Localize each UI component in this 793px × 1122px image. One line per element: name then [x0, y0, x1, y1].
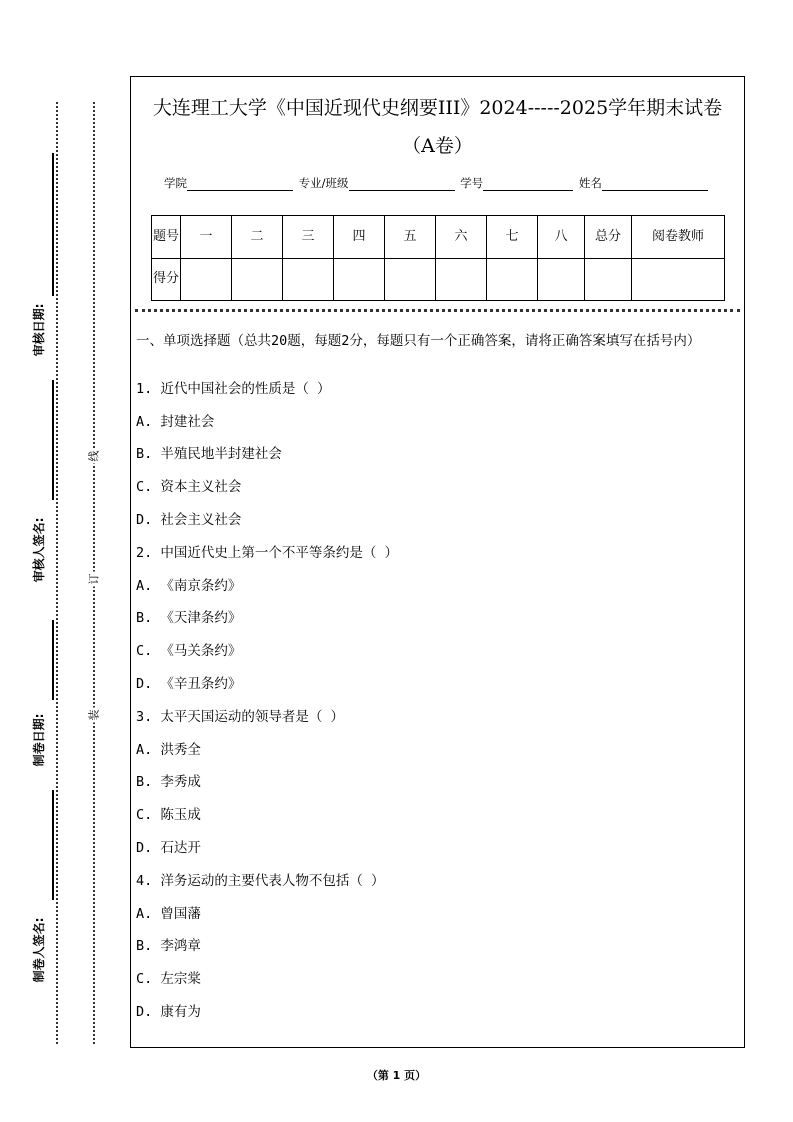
- score-cell[interactable]: [283, 258, 334, 301]
- binding-mark-zhuang: 装: [87, 709, 101, 721]
- paper-date-blank: [52, 620, 54, 700]
- college-field[interactable]: [187, 178, 293, 191]
- option-c: C. 《马关条约》: [136, 643, 242, 660]
- option-c: C. 左宗棠: [136, 971, 201, 988]
- page-number: （第 1 页）: [366, 1069, 427, 1082]
- score-cell[interactable]: [181, 258, 232, 301]
- col-7: 七: [487, 216, 538, 259]
- paper-date-label: 制卷日期:: [32, 713, 46, 767]
- exam-title: 大连理工大学《中国近现代史纲要III》2024-----2025学年期末试卷（A卷）: [152, 97, 723, 157]
- maker-sign-label: 制卷人签名:: [32, 917, 46, 983]
- score-cell[interactable]: [487, 258, 538, 301]
- col-5: 五: [385, 216, 436, 259]
- score-table-header-row: [152, 216, 725, 259]
- col-6: 六: [436, 216, 487, 259]
- binding-mark-xian: 线: [87, 450, 101, 462]
- option-d: D. 社会主义社会: [136, 511, 242, 528]
- option-d: D. 石达开: [136, 839, 201, 856]
- reviewer-sign-blank: [52, 380, 54, 500]
- score-cell-grader[interactable]: [632, 258, 725, 301]
- option-c: C. 资本主义社会: [136, 479, 242, 496]
- col-grader: 阅卷教师: [632, 216, 725, 259]
- row-label-question-number: 题号: [152, 216, 181, 259]
- name-field[interactable]: [602, 178, 708, 191]
- option-d: D. 《辛丑条约》: [136, 675, 242, 692]
- option-b: B. 《天津条约》: [136, 610, 242, 627]
- review-date-blank: [52, 153, 54, 296]
- major-class-label: 专业/班级: [298, 176, 349, 190]
- score-cell[interactable]: [436, 258, 487, 301]
- binding-mark-ding: 订: [87, 573, 101, 585]
- binding-dotted-line-outer: [56, 102, 58, 1044]
- score-cell[interactable]: [385, 258, 436, 301]
- score-cell[interactable]: [232, 258, 283, 301]
- question-stem: 2. 中国近代史上第一个不平等条约是（ ）: [136, 544, 399, 561]
- maker-sign-blank: [52, 790, 54, 900]
- question-stem: 1. 近代中国社会的性质是（ ）: [136, 380, 331, 397]
- major-class-field[interactable]: [349, 178, 455, 191]
- score-cell[interactable]: [538, 258, 585, 301]
- question-area: [136, 330, 738, 1029]
- col-total: 总分: [585, 216, 632, 259]
- name-label: 姓名: [578, 176, 602, 190]
- question-stem: 3. 太平天国运动的领导者是（ ）: [136, 708, 345, 725]
- option-a: A. 《南京条约》: [136, 577, 242, 594]
- review-date-label: 审核日期:: [32, 303, 46, 357]
- col-1: 一: [181, 216, 232, 259]
- row-label-score: 得分: [152, 258, 181, 301]
- col-8: 八: [538, 216, 585, 259]
- score-cell-total[interactable]: [585, 258, 632, 301]
- question-stem: 4. 洋务运动的主要代表人物不包括（ ）: [136, 872, 385, 889]
- option-d: D. 康有为: [136, 1003, 201, 1020]
- college-label: 学院: [164, 176, 187, 190]
- score-cell[interactable]: [334, 258, 385, 301]
- option-b: B. 半殖民地半封建社会: [136, 446, 282, 463]
- student-info-row: [164, 175, 710, 191]
- col-3: 三: [283, 216, 334, 259]
- reviewer-sign-label: 审核人签名:: [32, 517, 46, 583]
- option-a: A. 洪秀全: [136, 741, 201, 758]
- score-table-score-row: [152, 258, 725, 301]
- option-a: A. 封建社会: [136, 413, 215, 430]
- option-c: C. 陈玉成: [136, 807, 201, 824]
- section-divider: [135, 309, 740, 312]
- option-a: A. 曾国藩: [136, 905, 201, 922]
- option-b: B. 李秀成: [136, 774, 201, 791]
- section-heading: 一、单项选择题（总共20题，每题2分，每题只有一个正确答案，请将正确答案填写在括号内）: [136, 333, 701, 349]
- student-id-label: 学号: [460, 176, 484, 190]
- col-4: 四: [334, 216, 385, 259]
- exam-frame: [130, 76, 745, 1048]
- student-id-field[interactable]: [483, 178, 573, 191]
- col-2: 二: [232, 216, 283, 259]
- score-table: [151, 215, 725, 301]
- option-b: B. 李鸿章: [136, 938, 201, 955]
